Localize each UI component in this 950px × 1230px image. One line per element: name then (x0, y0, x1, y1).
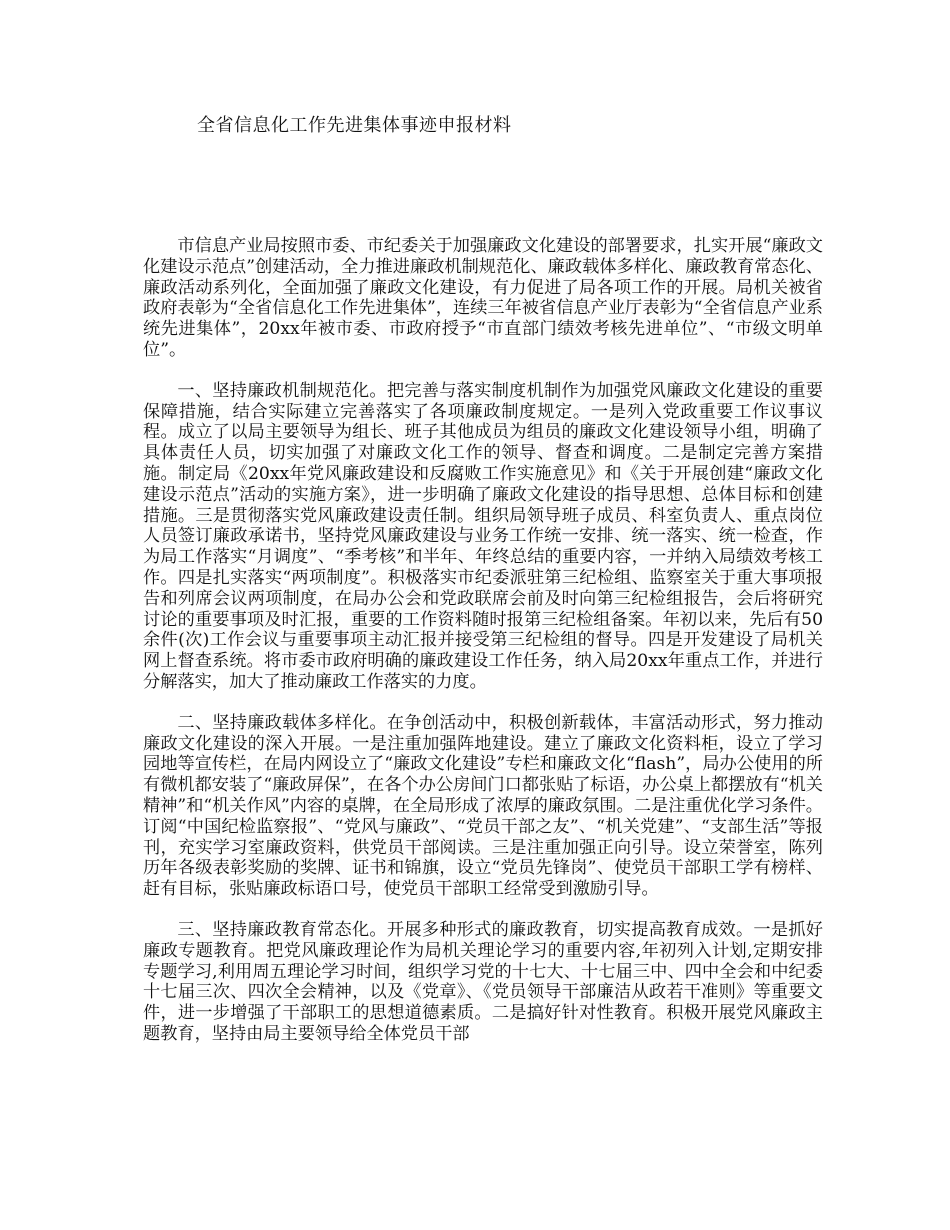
intro-paragraph: 市信息产业局按照市委、市纪委关于加强廉政文化建设的部署要求，扎实开展“廉政文化建设示范点”创建活动，全力推进廉政机制规范化、廉政载体多样化、廉政教育常态化、廉政活动系列化，全面加强了廉政文化建设，有力促进了局各项工作的开展。局机关被省政府表彰为“全省信息化工作先进集体”，连续三年被省信息产业厅表彰为“全省信息产业系统先进集体”，20xx年被市委、市政府授予“市直部门绩效考核先进单位”、“市级文明单位”。 (143, 236, 823, 360)
section-three-paragraph: 三、坚持廉政教育常态化。开展多种形式的廉政教育，切实提高教育成效。一是抓好廉政专题教育。把党风廉政理论作为局机关理论学习的重要内容,年初列入计划,定期安排专题学习,利用周五理论学习时间，组织学习党的十七大、十七届三中、四中全会和中纪委十七届三次、四次全会精神，以及《党章》、《党员领导干部廉洁从政若干准则》等重要文件，进一步增强了干部职工的思想道德素质。二是搞好针对性教育。积极开展党风廉政主题教育，坚持由局主要领导给全体党员干部 (143, 919, 823, 1044)
document-title: 全省信息化工作先进集体事迹申报材料 (197, 115, 512, 136)
document-body (143, 236, 823, 1065)
section-one-paragraph: 一、坚持廉政机制规范化。把完善与落实制度机制作为加强党风廉政文化建设的重要保障措施，结合实际建立完善落实了各项廉政制度规定。一是列入党政重要工作议事议程。成立了以局主要领导为组长、班子其他成员为组员的廉政文化建设领导小组，明确了具体责任人员，切实加强了对廉政文化工作的领导、督查和调度。二是制定完善方案措施。制定局《20xx年党风廉政建设和反腐败工作实施意见》和《关于开展创建“廉政文化建设示范点”活动的实施方案》，进一步明确了廉政文化建设的指导思想、总体目标和创建措施。三是贯彻落实党风廉政建设责任制。组织局领导班子成员、科室负责人、重点岗位人员签订廉政承诺书，坚持党风廉政建设与业务工作统一安排、统一落实、统一检查，作为局工作落实“月调度”、“季考核”和半年、年终总结的重要内容，一并纳入局绩效考核工作。四是扎实落实“两项制度”。积极落实市纪委派驻第三纪检组、监察室关于重大事项报告和列席会议两项制度，在局办公会和党政联席会前及时向第三纪检组报告，会后将研究讨论的重要事项及时汇报，重要的工作资料随时报第三纪检组备案。年初以来，先后有50余件(次)工作会议与重要事项主动汇报并接受第三纪检组的督导。四是开发建设了局机关网上督查系统。将市委市政府明确的廉政建设工作任务，纳入局20xx年重点工作，并进行分解落实，加大了推动廉政工作落实的力度。 (143, 380, 823, 692)
section-two-paragraph: 二、坚持廉政载体多样化。在争创活动中，积极创新载体，丰富活动形式，努力推动廉政文化建设的深入开展。一是注重加强阵地建设。建立了廉政文化资料柜，设立了学习园地等宣传栏，在局内网设立了“廉政文化建设”专栏和廉政文化“flash”，局办公使用的所有微机都安装了“廉政屏保”，在各个办公房间门口都张贴了标语，办公桌上都摆放有“机关精神”和“机关作风”内容的桌牌，在全局形成了浓厚的廉政氛围。二是注重优化学习条件。订阅“中国纪检监察报”、“党风与廉政”、“党员干部之友”、“机关党建”、“支部生活”等报刊，充实学习室廉政资料，供党员干部阅读。三是注重加强正向引导。设立荣誉室，陈列历年各级表彰奖励的奖牌、证书和锦旗，设立“党员先锋岗”、使党员干部职工学有榜样、赶有目标，张贴廉政标语口号，使党员干部职工经常受到激励引导。 (143, 712, 823, 900)
